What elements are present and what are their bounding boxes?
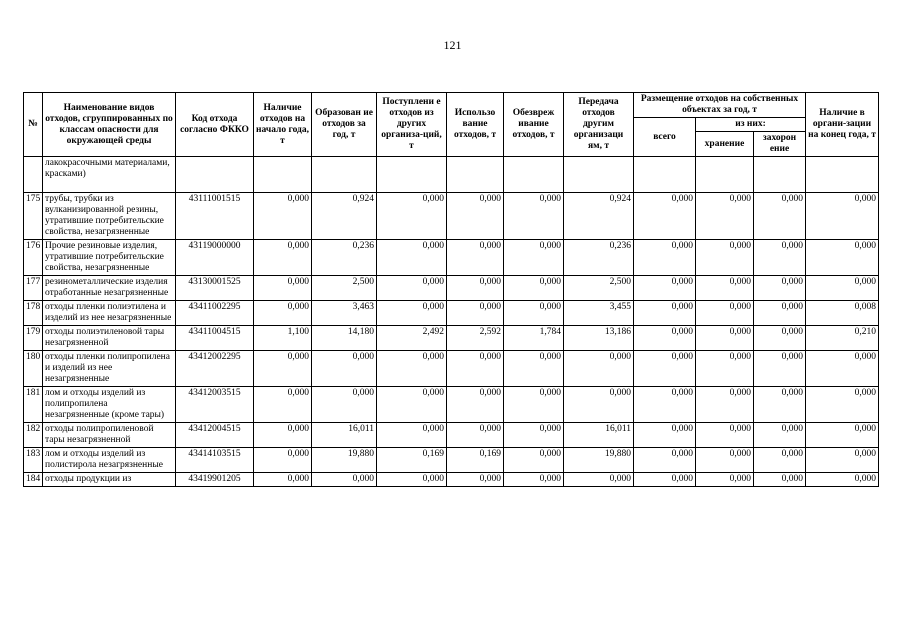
start-amount-cell: 0,000 (254, 387, 312, 423)
table-row (24, 301, 879, 326)
end-amount-cell: 0,000 (806, 423, 879, 448)
start-amount-cell: 1,100 (254, 326, 312, 351)
placement-total-cell: 0,000 (634, 448, 696, 473)
used-amount-cell: 0,169 (447, 448, 504, 473)
row-number-cell: 176 (24, 240, 43, 276)
waste-table (23, 92, 879, 487)
col-header-storage: хранение (696, 132, 754, 157)
col-header-of-which: из них: (696, 118, 806, 132)
waste-name-cell: лом и отходы изделий из полистирола незагрязненные (43, 448, 176, 473)
transferred-amount-cell: 0,924 (564, 193, 634, 240)
end-amount-cell: 0,000 (806, 473, 879, 487)
end-amount-cell: 0,210 (806, 326, 879, 351)
burial-amount-cell: 0,000 (754, 193, 806, 240)
table-row (24, 351, 879, 387)
formed-amount-cell: 2,500 (312, 276, 377, 301)
received-amount-cell: 0,169 (377, 448, 447, 473)
start-amount-cell: 0,000 (254, 301, 312, 326)
continuation-empty-cell (504, 157, 564, 193)
col-header-name: Наименование видов отходов, сгруппированных по классам опасности для окружающей среды (43, 93, 176, 157)
start-amount-cell: 0,000 (254, 240, 312, 276)
formed-amount-cell: 0,000 (312, 473, 377, 487)
neutralized-amount-cell: 0,000 (504, 423, 564, 448)
transferred-amount-cell: 19,880 (564, 448, 634, 473)
burial-amount-cell: 0,000 (754, 240, 806, 276)
table-row (24, 326, 879, 351)
storage-amount-cell: 0,000 (696, 351, 754, 387)
burial-amount-cell: 0,000 (754, 423, 806, 448)
waste-name-cell: отходы полиэтиленовой тары незагрязненной (43, 326, 176, 351)
neutralized-amount-cell: 0,000 (504, 351, 564, 387)
col-header-used: Использо вание отходов, т (447, 93, 504, 157)
col-header-received: Поступлени е отходов из других организа-ций, т (377, 93, 447, 157)
start-amount-cell: 0,000 (254, 448, 312, 473)
waste-code-cell: 43111001515 (176, 193, 254, 240)
neutralized-amount-cell: 0,000 (504, 276, 564, 301)
waste-code-cell: 43130001525 (176, 276, 254, 301)
used-amount-cell: 0,000 (447, 276, 504, 301)
placement-total-cell: 0,000 (634, 276, 696, 301)
formed-amount-cell: 3,463 (312, 301, 377, 326)
burial-amount-cell: 0,000 (754, 326, 806, 351)
continuation-empty-cell (254, 157, 312, 193)
waste-code-cell: 43412004515 (176, 423, 254, 448)
formed-amount-cell: 0,236 (312, 240, 377, 276)
table-row (24, 448, 879, 473)
table-row (24, 240, 879, 276)
placement-total-cell: 0,000 (634, 301, 696, 326)
col-header-placement: Размещение отходов на собственных объектах за год, т (634, 93, 806, 118)
transferred-amount-cell: 13,186 (564, 326, 634, 351)
continuation-empty-cell (696, 157, 754, 193)
storage-amount-cell: 0,000 (696, 387, 754, 423)
start-amount-cell: 0,000 (254, 351, 312, 387)
received-amount-cell: 0,000 (377, 301, 447, 326)
end-amount-cell: 0,000 (806, 240, 879, 276)
transferred-amount-cell: 0,000 (564, 387, 634, 423)
received-amount-cell: 2,492 (377, 326, 447, 351)
neutralized-amount-cell: 0,000 (504, 301, 564, 326)
transferred-amount-cell: 0,000 (564, 473, 634, 487)
continuation-empty-cell (447, 157, 504, 193)
used-amount-cell: 0,000 (447, 473, 504, 487)
col-header-no: № (24, 93, 43, 157)
used-amount-cell: 0,000 (447, 423, 504, 448)
table-row (24, 473, 879, 487)
waste-name-cell: отходы полипропиленовой тары незагрязненной (43, 423, 176, 448)
waste-code-cell: 43412003515 (176, 387, 254, 423)
waste-code-cell: 43412002295 (176, 351, 254, 387)
continuation-empty-cell (176, 157, 254, 193)
table-row (24, 276, 879, 301)
waste-name-cell: отходы продукции из (43, 473, 176, 487)
continuation-empty-cell (754, 157, 806, 193)
waste-name-cell: отходы пленки полипропилена и изделий из нее незагрязненные (43, 351, 176, 387)
formed-amount-cell: 0,000 (312, 387, 377, 423)
formed-amount-cell: 19,880 (312, 448, 377, 473)
continuation-empty-cell (312, 157, 377, 193)
used-amount-cell: 0,000 (447, 301, 504, 326)
col-header-formed: Образован ие отходов за год, т (312, 93, 377, 157)
continuation-empty-cell (806, 157, 879, 193)
formed-amount-cell: 0,000 (312, 351, 377, 387)
transferred-amount-cell: 0,000 (564, 351, 634, 387)
start-amount-cell: 0,000 (254, 276, 312, 301)
burial-amount-cell: 0,000 (754, 387, 806, 423)
transferred-amount-cell: 2,500 (564, 276, 634, 301)
col-header-transferred: Передача отходов другим организаци ям, т (564, 93, 634, 157)
row-number-cell: 175 (24, 193, 43, 240)
start-amount-cell: 0,000 (254, 423, 312, 448)
continuation-empty-cell (377, 157, 447, 193)
col-header-end: Наличие в органи-зации на конец года, т (806, 93, 879, 157)
row-number-cell: 178 (24, 301, 43, 326)
storage-amount-cell: 0,000 (696, 193, 754, 240)
storage-amount-cell: 0,000 (696, 301, 754, 326)
end-amount-cell: 0,008 (806, 301, 879, 326)
neutralized-amount-cell: 0,000 (504, 473, 564, 487)
row-number-cell: 179 (24, 326, 43, 351)
placement-total-cell: 0,000 (634, 473, 696, 487)
received-amount-cell: 0,000 (377, 387, 447, 423)
storage-amount-cell: 0,000 (696, 423, 754, 448)
burial-amount-cell: 0,000 (754, 473, 806, 487)
waste-code-cell: 43411004515 (176, 326, 254, 351)
formed-amount-cell: 16,011 (312, 423, 377, 448)
continuation-no-cell (24, 157, 43, 193)
received-amount-cell: 0,000 (377, 473, 447, 487)
neutralized-amount-cell: 0,000 (504, 240, 564, 276)
used-amount-cell: 0,000 (447, 387, 504, 423)
col-header-code: Код отхода согласно ФККО (176, 93, 254, 157)
used-amount-cell: 2,592 (447, 326, 504, 351)
transferred-amount-cell: 0,236 (564, 240, 634, 276)
storage-amount-cell: 0,000 (696, 240, 754, 276)
end-amount-cell: 0,000 (806, 351, 879, 387)
storage-amount-cell: 0,000 (696, 276, 754, 301)
col-header-total: всего (634, 118, 696, 157)
used-amount-cell: 0,000 (447, 240, 504, 276)
row-number-cell: 180 (24, 351, 43, 387)
waste-name-cell: отходы пленки полиэтилена и изделий из нее незагрязненные (43, 301, 176, 326)
table-row (24, 387, 879, 423)
col-header-neutralized: Обезвреж ивание отходов, т (504, 93, 564, 157)
page-number: 121 (443, 38, 462, 52)
placement-total-cell: 0,000 (634, 326, 696, 351)
placement-total-cell: 0,000 (634, 240, 696, 276)
waste-code-cell: 43419901205 (176, 473, 254, 487)
storage-amount-cell: 0,000 (696, 326, 754, 351)
storage-amount-cell: 0,000 (696, 448, 754, 473)
used-amount-cell: 0,000 (447, 351, 504, 387)
row-number-cell: 184 (24, 473, 43, 487)
continuation-empty-cell (634, 157, 696, 193)
waste-name-cell: трубы, трубки из вулканизированной резины, утратившие потребительские свойства, незагрязненные (43, 193, 176, 240)
burial-amount-cell: 0,000 (754, 448, 806, 473)
end-amount-cell: 0,000 (806, 387, 879, 423)
start-amount-cell: 0,000 (254, 193, 312, 240)
waste-code-cell: 43119000000 (176, 240, 254, 276)
placement-total-cell: 0,000 (634, 387, 696, 423)
storage-amount-cell: 0,000 (696, 473, 754, 487)
neutralized-amount-cell: 0,000 (504, 387, 564, 423)
burial-amount-cell: 0,000 (754, 301, 806, 326)
table-row (24, 423, 879, 448)
received-amount-cell: 0,000 (377, 193, 447, 240)
end-amount-cell: 0,000 (806, 448, 879, 473)
col-header-start: Наличие отходов на начало года, т (254, 93, 312, 157)
table-row (24, 193, 879, 240)
placement-total-cell: 0,000 (634, 423, 696, 448)
formed-amount-cell: 14,180 (312, 326, 377, 351)
neutralized-amount-cell: 0,000 (504, 448, 564, 473)
transferred-amount-cell: 16,011 (564, 423, 634, 448)
row-number-cell: 183 (24, 448, 43, 473)
formed-amount-cell: 0,924 (312, 193, 377, 240)
transferred-amount-cell: 3,455 (564, 301, 634, 326)
received-amount-cell: 0,000 (377, 240, 447, 276)
start-amount-cell: 0,000 (254, 473, 312, 487)
burial-amount-cell: 0,000 (754, 276, 806, 301)
received-amount-cell: 0,000 (377, 351, 447, 387)
waste-name-cell: лом и отходы изделий из полипропилена незагрязненные (кроме тары) (43, 387, 176, 423)
end-amount-cell: 0,000 (806, 193, 879, 240)
received-amount-cell: 0,000 (377, 276, 447, 301)
end-amount-cell: 0,000 (806, 276, 879, 301)
neutralized-amount-cell: 1,784 (504, 326, 564, 351)
placement-total-cell: 0,000 (634, 193, 696, 240)
continuation-row (24, 157, 879, 193)
used-amount-cell: 0,000 (447, 193, 504, 240)
continuation-empty-cell (564, 157, 634, 193)
waste-code-cell: 43411002295 (176, 301, 254, 326)
waste-name-cell: Прочие резиновые изделия, утратившие потребительские свойства, незагрязненные (43, 240, 176, 276)
waste-name-cell: резинометаллические изделия отработанные незагрязненные (43, 276, 176, 301)
continuation-name-cell: лакокрасочными материалами, красками) (43, 157, 176, 193)
neutralized-amount-cell: 0,000 (504, 193, 564, 240)
waste-code-cell: 43414103515 (176, 448, 254, 473)
header-row-1 (24, 93, 879, 118)
row-number-cell: 182 (24, 423, 43, 448)
row-number-cell: 181 (24, 387, 43, 423)
col-header-burial: захорон ение (754, 132, 806, 157)
received-amount-cell: 0,000 (377, 423, 447, 448)
burial-amount-cell: 0,000 (754, 351, 806, 387)
placement-total-cell: 0,000 (634, 351, 696, 387)
row-number-cell: 177 (24, 276, 43, 301)
